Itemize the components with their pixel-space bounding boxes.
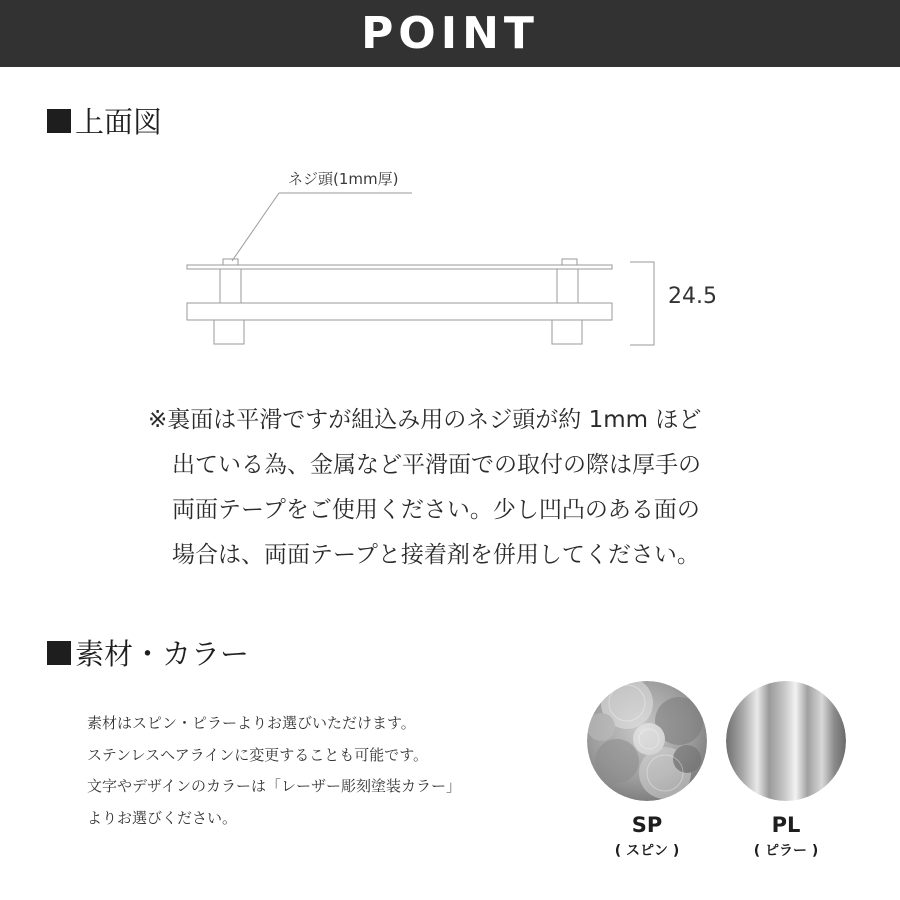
- main-plate: [187, 303, 612, 320]
- mounting-note: [148, 398, 788, 578]
- material-heading-text: 素材・カラー: [75, 637, 250, 671]
- note-line: ※裏面は平滑ですが組込み用のネジ頭が約 1mm ほど: [148, 407, 702, 433]
- standoff-right: [557, 269, 578, 303]
- note-line: 両面テープをご使用ください。少し凹凸のある面の: [172, 497, 700, 523]
- swatch-name-pl: ( ピラー ): [753, 843, 819, 859]
- top-view-heading-text: 上面図: [75, 105, 163, 139]
- callout-leader-line: [232, 193, 279, 261]
- pillar-finish-swatch[interactable]: [726, 681, 846, 801]
- description-line: 素材はスピン・ピラーよりお選びいただけます。: [87, 714, 416, 732]
- square-bullet-icon: [47, 641, 71, 665]
- swatch-code-pl: PL: [771, 813, 801, 837]
- page-title: POINT: [361, 8, 539, 59]
- description-line: ステンレスヘアラインに変更することも可能です。: [87, 745, 429, 764]
- height-dimension: 24.5: [668, 284, 717, 309]
- screw-head-callout: ネジ頭(1mm厚): [288, 170, 399, 188]
- swatch-name-sp: ( スピン ): [614, 843, 680, 859]
- dimension-bracket: [630, 262, 654, 345]
- material-description: [87, 708, 461, 834]
- material-heading: [47, 632, 249, 673]
- stud-right: [552, 320, 582, 344]
- description-line: 文字やデザインのカラーは「レーザー彫刻塗装カラー」: [87, 777, 461, 795]
- top-view-diagram: [0, 0, 900, 400]
- description-line: よりお選びください。: [87, 808, 238, 827]
- standoff-left: [220, 269, 241, 303]
- top-plate: [187, 265, 612, 269]
- spin-finish-swatch[interactable]: [587, 681, 707, 801]
- swatch-code-sp: SP: [631, 813, 663, 837]
- screw-head-right: [562, 259, 577, 265]
- stud-left: [214, 320, 244, 344]
- note-line: 場合は、両面テープと接着剤を併用してください。: [172, 542, 700, 568]
- screw-head-left: [223, 259, 238, 265]
- note-line: 出ている為、金属など平滑面での取付の際は厚手の: [172, 452, 701, 478]
